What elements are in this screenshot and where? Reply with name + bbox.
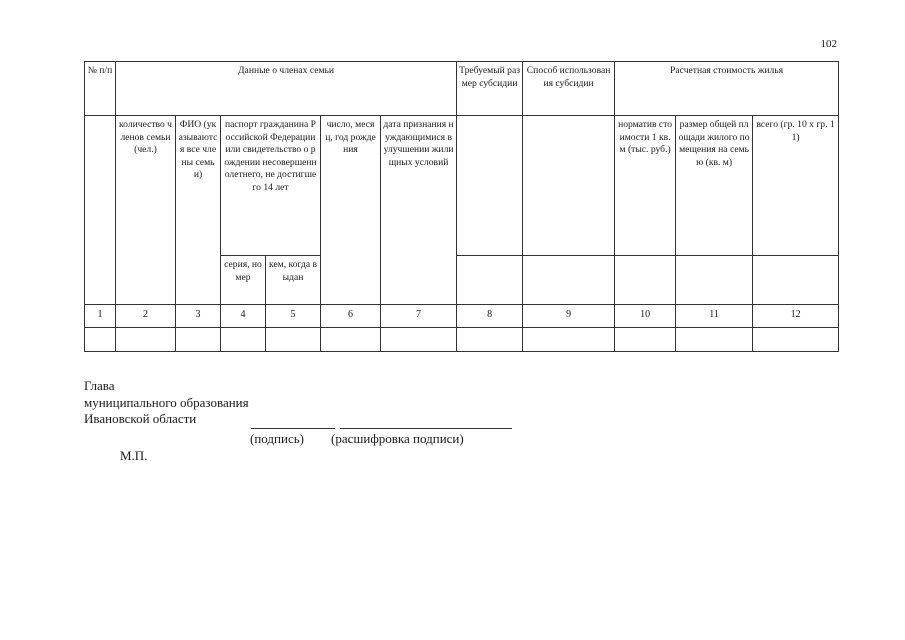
signature-caption: (подпись) (250, 431, 304, 446)
empty-cell (85, 328, 116, 352)
signature-block (84, 378, 249, 428)
header-blank-subsidy-method (523, 116, 615, 256)
column-number: 5 (266, 305, 321, 328)
family-data-table (84, 61, 839, 352)
header-family-data: Данные о членах семьи (116, 62, 457, 116)
column-number: 11 (676, 305, 753, 328)
page-number: 102 (820, 38, 837, 50)
column-number: 8 (457, 305, 523, 328)
header-subsidy-size: Требуемый размер субсидии (457, 62, 523, 116)
header-blank-cell (457, 256, 523, 305)
column-number: 7 (381, 305, 457, 328)
header-recognition-date: дата признания нуждающимися в улучшении жилищных условий (381, 116, 457, 305)
empty-data-row (85, 328, 839, 352)
column-number: 2 (116, 305, 176, 328)
empty-cell (176, 328, 221, 352)
header-fio: ФИО (указываются все члены семьи) (176, 116, 221, 305)
header-blank-subsidy-size (457, 116, 523, 256)
header-blank-cell (753, 256, 839, 305)
empty-cell (221, 328, 266, 352)
column-number: 1 (85, 305, 116, 328)
column-numbers-row (85, 305, 839, 328)
header-number: № п/п (85, 62, 116, 116)
empty-cell (321, 328, 381, 352)
header-issued-by: кем, когда выдан (266, 256, 321, 305)
column-number: 3 (176, 305, 221, 328)
header-passport: паспорт гражданина Российской Федерации или свидетельство о рождении несовершеннолетнего, не достигшего 14 лет (221, 116, 321, 256)
signature-decoding-caption: (расшифровка подписи) (331, 431, 464, 446)
header-area-size: размер общей площади жилого помещения на семью (кв. м) (676, 116, 753, 256)
header-blank-cell (676, 256, 753, 305)
signature-decoding-line (340, 428, 512, 429)
empty-cell (676, 328, 753, 352)
stamp-place: М.П. (120, 448, 148, 463)
header-series-number: серия, номер (221, 256, 266, 305)
header-blank-cell (523, 256, 615, 305)
empty-cell (523, 328, 615, 352)
empty-cell (266, 328, 321, 352)
header-members-count: количество членов семьи (чел.) (116, 116, 176, 305)
signer-title-line1: Глава (84, 378, 115, 393)
column-number: 10 (615, 305, 676, 328)
signature-line (251, 428, 335, 429)
header-norm-cost: норматив стоимости 1 кв. м (тыс. руб.) (615, 116, 676, 256)
empty-cell (457, 328, 523, 352)
column-number: 4 (221, 305, 266, 328)
header-total: всего (гр. 10 x гр. 11) (753, 116, 839, 256)
column-number: 12 (753, 305, 839, 328)
column-number: 9 (523, 305, 615, 328)
signer-title-line3: Ивановской области (84, 411, 197, 426)
header-subsidy-method: Способ использования субсидии (523, 62, 615, 116)
empty-cell (116, 328, 176, 352)
empty-cell (753, 328, 839, 352)
header-blank-number (85, 116, 116, 305)
header-birth-date: число, месяц, год рождения (321, 116, 381, 305)
column-number: 6 (321, 305, 381, 328)
empty-cell (381, 328, 457, 352)
header-housing-cost: Расчетная стоимость жилья (615, 62, 839, 116)
empty-cell (615, 328, 676, 352)
signer-title-line2: муниципального образования (84, 394, 249, 410)
header-blank-cell (615, 256, 676, 305)
